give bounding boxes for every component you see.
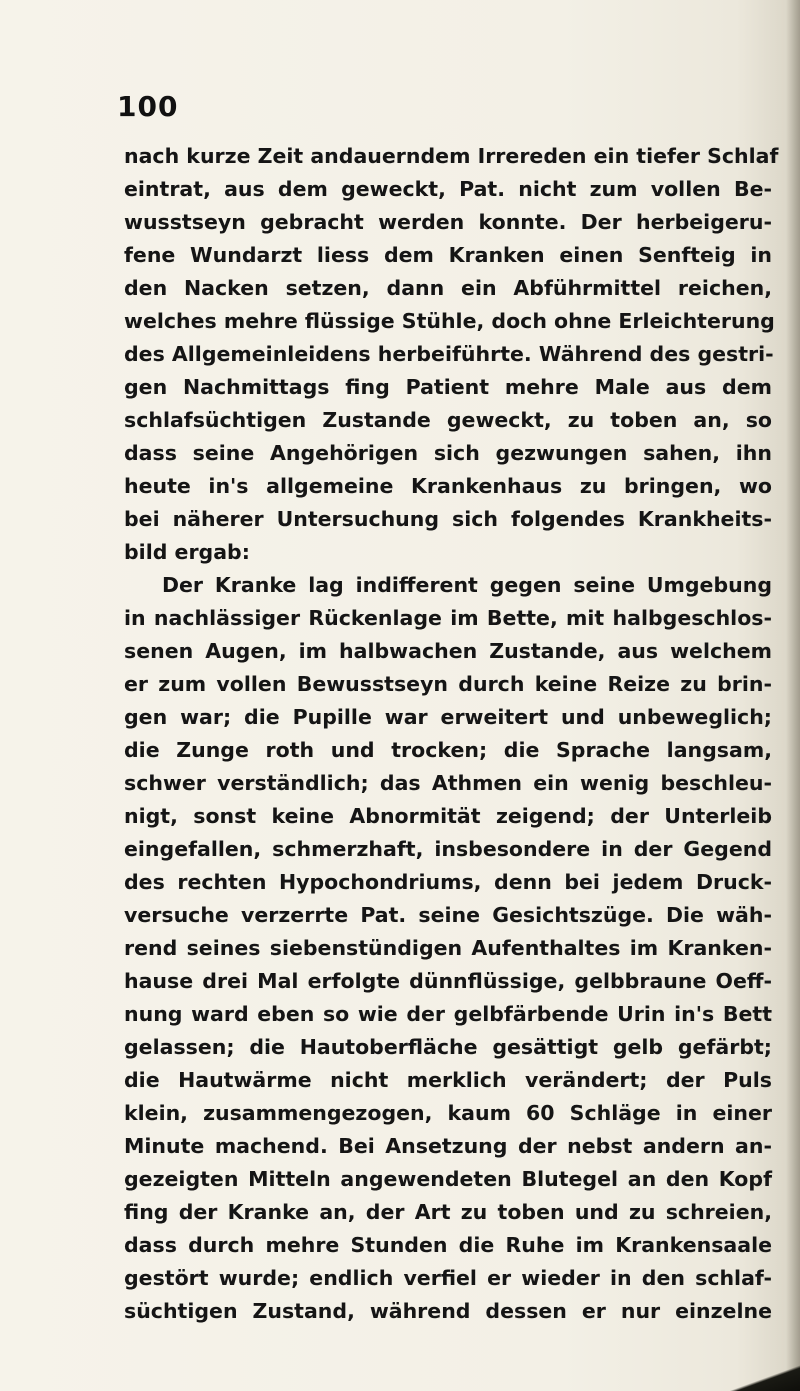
text-line: Der Kranke lag indifferent gegen seine Umgebung (162, 573, 772, 597)
text-line: dass durch mehre Stunden die Ruhe im Krankensaale (124, 1233, 772, 1257)
text-line: schwer verständlich; das Athmen ein wenig beschleu- (124, 771, 772, 795)
page-edge-shadow (786, 0, 800, 1391)
text-line: gen Nachmittags fing Patient mehre Male aus dem (124, 375, 772, 399)
text-line: schlafsüchtigen Zustande geweckt, zu toben an, so (124, 408, 772, 432)
text-line: die Zunge roth und trocken; die Sprache langsam, (124, 738, 772, 762)
text-line: gen war; die Pupille war erweitert und unbeweglich; (124, 705, 772, 729)
text-line: in nachlässiger Rückenlage im Bette, mit halbgeschlos- (124, 606, 772, 630)
text-line: die Hautwärme nicht merklich verändert; der Puls (124, 1068, 772, 1092)
text-line: bild ergab: (124, 540, 250, 564)
text-line: fene Wundarzt liess dem Kranken einen Senfteig in (124, 243, 772, 267)
text-line: eingefallen, schmerzhaft, insbesondere in der Gegend (124, 837, 772, 861)
page-corner-mark (730, 1359, 800, 1391)
text-line: welches mehre flüssige Stühle, doch ohne Erleichterung (124, 309, 775, 333)
text-line: gezeigten Mitteln angewendeten Blutegel an den Kopf (124, 1167, 772, 1191)
text-line: er zum vollen Bewusstseyn durch keine Reize zu brin- (124, 672, 772, 696)
text-line: bei näherer Untersuchung sich folgendes Krankheits- (124, 507, 772, 531)
text-line: gelassen; die Hautoberfläche gesättigt gelb gefärbt; (124, 1035, 772, 1059)
text-line: senen Augen, im halbwachen Zustande, aus welchem (124, 639, 772, 663)
text-line: den Nacken setzen, dann ein Abführmittel reichen, (124, 276, 772, 300)
text-line: gestört wurde; endlich verfiel er wieder in den schlaf- (124, 1266, 772, 1290)
text-line: heute in's allgemeine Krankenhaus zu bringen, wo (124, 474, 772, 498)
text-line: wusstseyn gebracht werden konnte. Der herbeigeru- (124, 210, 772, 234)
text-line: süchtigen Zustand, während dessen er nur einzelne (124, 1299, 772, 1323)
text-line: nigt, sonst keine Abnormität zeigend; der Unterleib (124, 804, 772, 828)
text-line: des Allgemeinleidens herbeiführte. Während des gestri- (124, 342, 774, 366)
page-number: 100 (117, 90, 179, 123)
text-line: klein, zusammengezogen, kaum 60 Schläge in einer (124, 1101, 772, 1125)
body-text (124, 140, 779, 1328)
text-line: Minute machend. Bei Ansetzung der nebst andern an- (124, 1134, 772, 1158)
text-line: nach kurze Zeit andauerndem Irrereden ein tiefer Schlaf (124, 144, 779, 168)
text-line: nung ward eben so wie der gelbfärbende Urin in's Bett (124, 1002, 772, 1026)
text-line: rend seines siebenstündigen Aufenthaltes im Kranken- (124, 936, 772, 960)
text-line: des rechten Hypochondriums, denn bei jedem Druck- (124, 870, 772, 894)
text-line: fing der Kranke an, der Art zu toben und zu schreien, (124, 1200, 772, 1224)
text-line: versuche verzerrte Pat. seine Gesichtszüge. Die wäh- (124, 903, 772, 927)
text-line: eintrat, aus dem geweckt, Pat. nicht zum vollen Be- (124, 177, 772, 201)
text-line: hause drei Mal erfolgte dünnflüssige, gelbbraune Oeff- (124, 969, 772, 993)
text-line: dass seine Angehörigen sich gezwungen sahen, ihn (124, 441, 772, 465)
